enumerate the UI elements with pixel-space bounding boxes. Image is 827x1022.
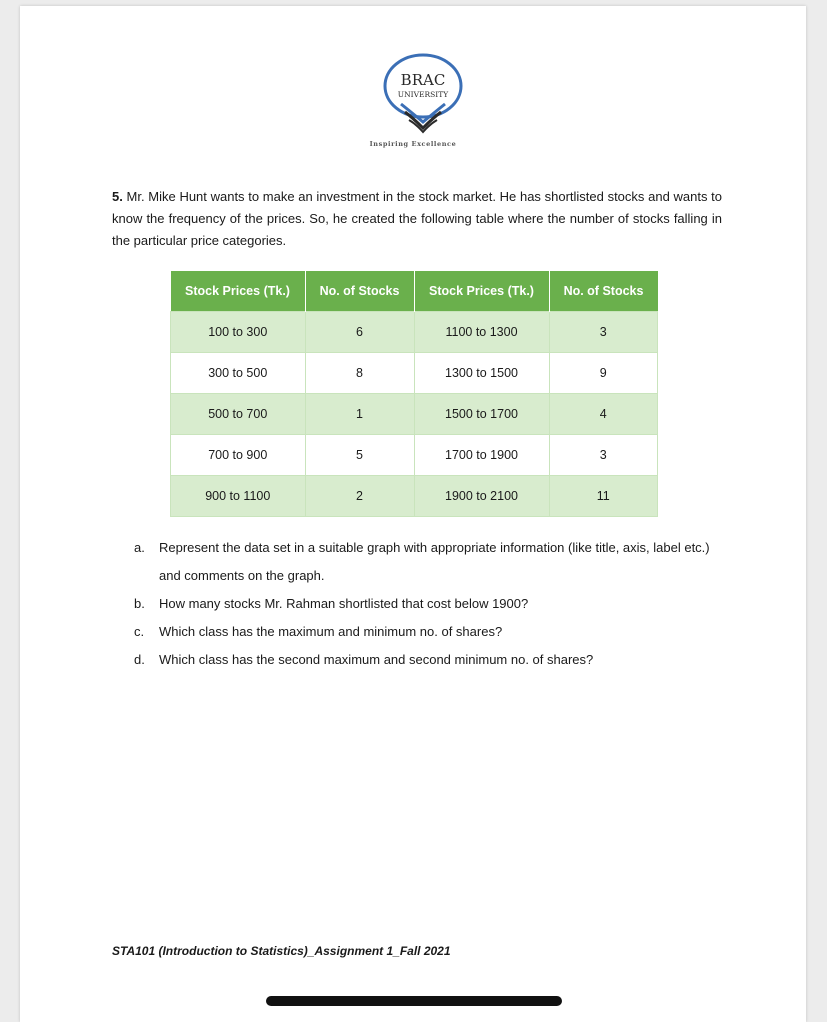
subquestion-letter: c. [134,624,145,639]
stock-price-table [170,271,658,517]
header-stock-prices-2: Stock Prices (Tk.) [414,271,549,312]
subquestion-b [134,590,734,618]
table-cell: 1300 to 1500 [414,353,549,394]
table-cell: 11 [549,476,658,517]
table-row [171,476,658,517]
table-cell: 900 to 1100 [171,476,306,517]
table-cell: 3 [549,312,658,353]
subquestion-letter: a. [134,540,145,555]
table-cell: 9 [549,353,658,394]
table-cell: 4 [549,394,658,435]
header-no-of-stocks-2: No. of Stocks [549,271,658,312]
subquestion-letter: b. [134,596,145,611]
question-text: Mr. Mike Hunt wants to make an investment in the stock market. He has shortlisted stocks and wants to know the frequency of the prices. So, he created the following table where the number of stocks falling in the particular price categories. [112,189,722,248]
subquestion-text: Which class has the second maximum and second minimum no. of shares? [159,652,594,667]
subquestion-a [134,534,734,590]
table-row [171,435,658,476]
subquestion-text: Represent the data set in a suitable graph with appropriate information (like title, axis, label etc.) and comments on the graph. [159,540,710,583]
table-cell: 700 to 900 [171,435,306,476]
table-row [171,312,658,353]
subquestion-letter: d. [134,652,145,667]
table-cell: 2 [305,476,414,517]
table-cell: 500 to 700 [171,394,306,435]
header-stock-prices-1: Stock Prices (Tk.) [171,271,306,312]
logo-tagline: Inspiring Excellence [369,140,457,148]
logo-name-line1: BRAC [400,71,446,89]
subquestion-d [134,646,734,674]
subquestion-text: How many stocks Mr. Rahman shortlisted that cost below 1900? [159,596,529,611]
header-no-of-stocks-1: No. of Stocks [305,271,414,312]
table-cell: 1100 to 1300 [414,312,549,353]
table-cell: 300 to 500 [171,353,306,394]
table-cell: 100 to 300 [171,312,306,353]
table-cell: 5 [305,435,414,476]
table-cell: 1900 to 2100 [414,476,549,517]
table-header-row [171,271,658,312]
table-cell: 8 [305,353,414,394]
subquestion-list [134,534,734,674]
home-indicator-bar[interactable] [266,996,562,1006]
document-page [20,6,806,1022]
table-cell: 6 [305,312,414,353]
table-row [171,394,658,435]
subquestion-text: Which class has the maximum and minimum no. of shares? [159,624,503,639]
subquestion-c [134,618,734,646]
question-5 [112,186,722,252]
table-cell: 1700 to 1900 [414,435,549,476]
table-cell: 1 [305,394,414,435]
logo-name-line2: UNIVERSITY [397,90,449,99]
table-row [171,353,658,394]
table-cell: 1500 to 1700 [414,394,549,435]
question-number: 5. [112,189,123,204]
table-cell: 3 [549,435,658,476]
page-footer: STA101 (Introduction to Statistics)_Assignment 1_Fall 2021 [112,944,451,958]
